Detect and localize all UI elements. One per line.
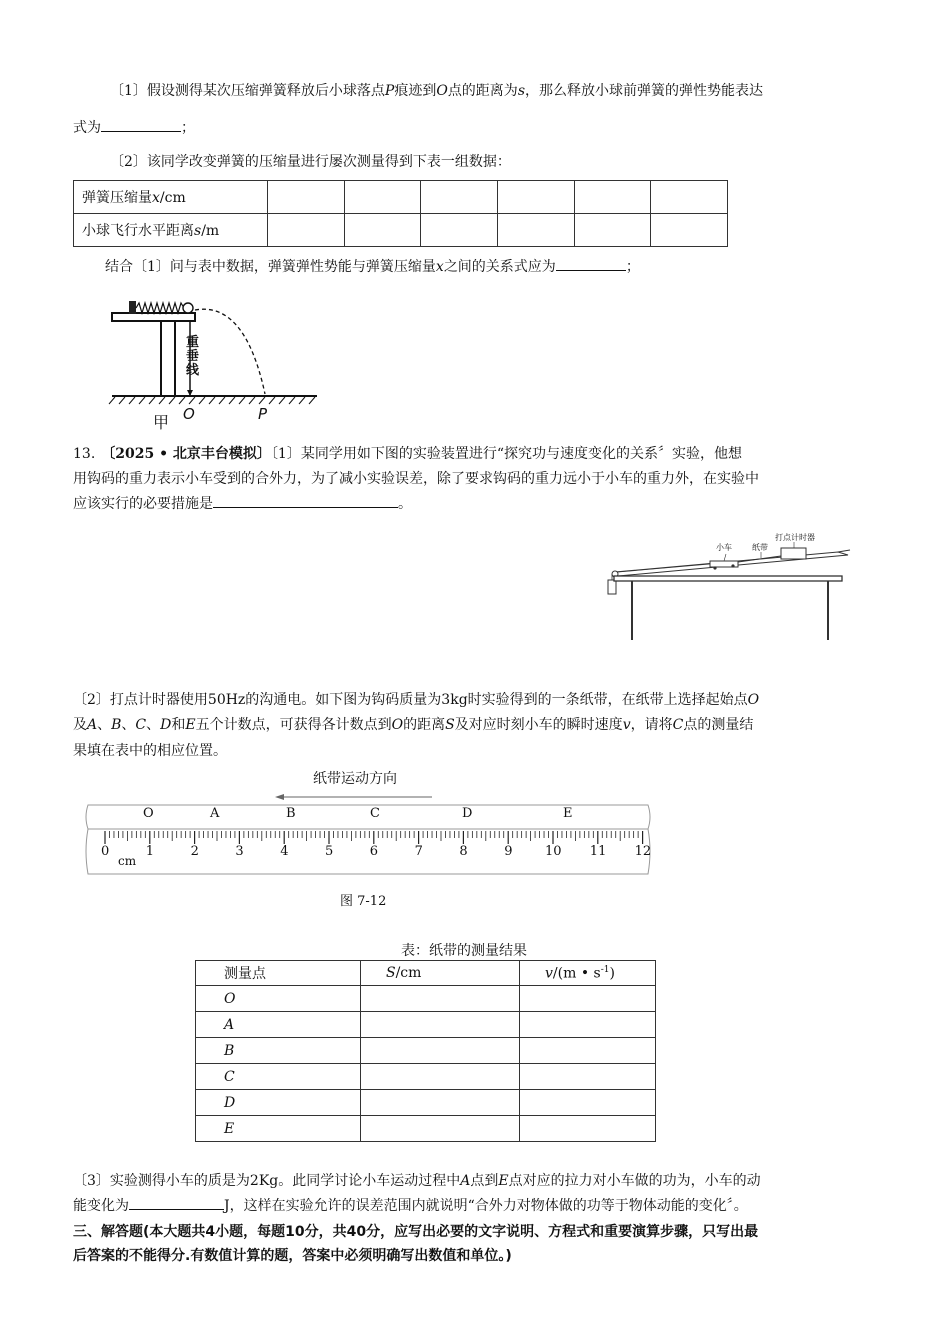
table-cell[interactable] [361,1064,520,1090]
measure-table [195,960,656,1142]
tape-point-label: D [462,806,473,821]
table-row: A [196,1012,656,1038]
label-jia: 甲 [153,413,170,432]
table-cell[interactable] [344,214,421,247]
table-cell[interactable] [268,214,345,247]
q13-line3: 应该实行的必要措施是 。 [73,493,412,513]
table-cell[interactable] [361,1090,520,1116]
table-cell[interactable] [651,181,728,214]
table-cell[interactable] [421,181,498,214]
section3-heading-line2: 后答案的不能得分.有数值计算的题，答案中必须明确写出数值和单位。) [73,1248,512,1264]
measure-table-title: 表：纸带的测量结果 [401,943,527,959]
label-cart: 小车 [716,543,732,552]
ruler-unit-label: cm [118,854,137,868]
answer-blank-kinetic[interactable] [129,1195,224,1210]
header-point: 测量点 [196,961,361,986]
q12-part1-line2: 式为 ； [73,117,195,137]
ruler-number: 10 [545,844,562,859]
table-cell[interactable] [268,181,345,214]
q12-data-table [73,180,728,247]
q13-part2-line2: 及A、B、C、D和E五个计数点，可获得各计数点到O的距离S及对应时刻小车的瞬时速度v，请将C点的测量结 [73,717,754,733]
tape-point-label: B [286,806,296,821]
table-cell[interactable] [520,1012,656,1038]
table-cell[interactable] [520,1038,656,1064]
q13-part2-line3: 果填在表中的相应位置。 [73,743,227,759]
table-cell[interactable] [361,1038,520,1064]
label-P: P [258,405,268,423]
ruler-number: 4 [280,844,289,859]
q13-line2: 用钩码的重力表示小车受到的合外力，为了减小实验误差，除了要求钩码的重力远小于小车的重力外，在实验中 [73,471,759,487]
plumb-line-label: 重垂线 [186,335,200,378]
table-cell[interactable] [520,1090,656,1116]
table-cell[interactable] [361,1012,520,1038]
table-cell[interactable] [497,181,574,214]
q12-part2-text: 〔2〕该同学改变弹簧的压缩量进行屡次测量得到下表一组数据： [110,154,511,170]
ruler-number: 6 [369,844,379,859]
q12-part1-line1: 〔1〕假设测得某次压缩弹簧释放后小球落点P痕迹到O点的距离为s，那么释放小球前弹簧的弹性势能表达 [110,83,763,99]
q13-part3-line1: 〔3〕实验测得小车的质是为2Kg。此同学讨论小车运动过程中A点到E点对应的拉力对小车做的功为，小车的动 [73,1173,761,1189]
table-row: O [196,986,656,1012]
table-cell[interactable] [651,214,728,247]
label-tape: 纸带 [752,543,768,552]
header-v: v/(m • $s^{-1}$) [520,961,656,986]
table-row: C [196,1064,656,1090]
ruler-number: 3 [235,844,244,859]
table-cell[interactable] [520,1064,656,1090]
answer-blank-relation[interactable] [556,256,626,271]
header-S: S/cm [361,961,520,986]
table-cell[interactable] [520,986,656,1012]
ruler-number: 8 [459,844,468,859]
ruler-number: 5 [325,844,334,859]
table-cell[interactable] [520,1116,656,1142]
table-cell[interactable] [497,214,574,247]
table-row: E [196,1116,656,1142]
table-cell[interactable] [344,181,421,214]
tape-point-label: E [563,806,573,821]
tape-direction-label: 纸带运动方向 [313,771,397,787]
ruler-number: 9 [504,844,513,859]
table-cell[interactable] [574,181,651,214]
tape-point-label: C [370,806,380,821]
table-header-row [196,961,656,986]
ruler-number: 7 [414,844,423,859]
ruler-number: 0 [101,844,110,859]
table-row-label: 弹簧压缩量x/cm [74,181,268,214]
table-cell[interactable] [574,214,651,247]
tape-point-label: A [210,806,220,821]
q12-combine-line: 结合〔1〕问与表中数据，弹簧弹性势能与弹簧压缩量x之间的关系式应为 ； [105,256,640,276]
spring-launcher-figure [105,296,325,431]
ruler-number: 11 [589,844,607,859]
q13-part3-line2: 能变化为 J，这样在实验允许的误差范围内就说明“合外力对物体做的功等于物体动能的变化〞。 [73,1195,748,1215]
table-row: B [196,1038,656,1064]
table-cell[interactable] [361,1116,520,1142]
ruler-number: 1 [145,844,155,859]
ruler-number: 2 [190,844,199,859]
answer-blank-measure[interactable] [213,493,398,508]
q13-part2-line1: 〔2〕打点计时器使用50Hz的沟通电。如下图为钩码质量为3kg时实验得到的一条纸带，在纸带上选择起始点O [73,692,760,708]
table-cell[interactable] [361,986,520,1012]
answer-blank-energy[interactable] [101,117,181,132]
section3-heading-line1: 三、解答题(本大题共4小题，每题10分，共40分，应写出必要的文字说明、方程式和重要演算步骤，只写出最 [73,1224,759,1240]
table-row: D [196,1090,656,1116]
tape-point-label: O [143,806,154,821]
label-timer: 打点计时器 [775,533,815,542]
label-O: O [183,405,195,423]
ruler-number: 12 [634,844,652,859]
table-cell[interactable] [421,214,498,247]
figure-caption: 图 7-12 [340,894,387,909]
q13-line1: 13. 〔2025 • 北京丰台模拟〕〔1〕某同学用如下图的实验装置进行“探究功与速度变化的关系〞实验，他想 [73,446,742,462]
table-row-label: 小球飞行水平距离s/m [74,214,268,247]
